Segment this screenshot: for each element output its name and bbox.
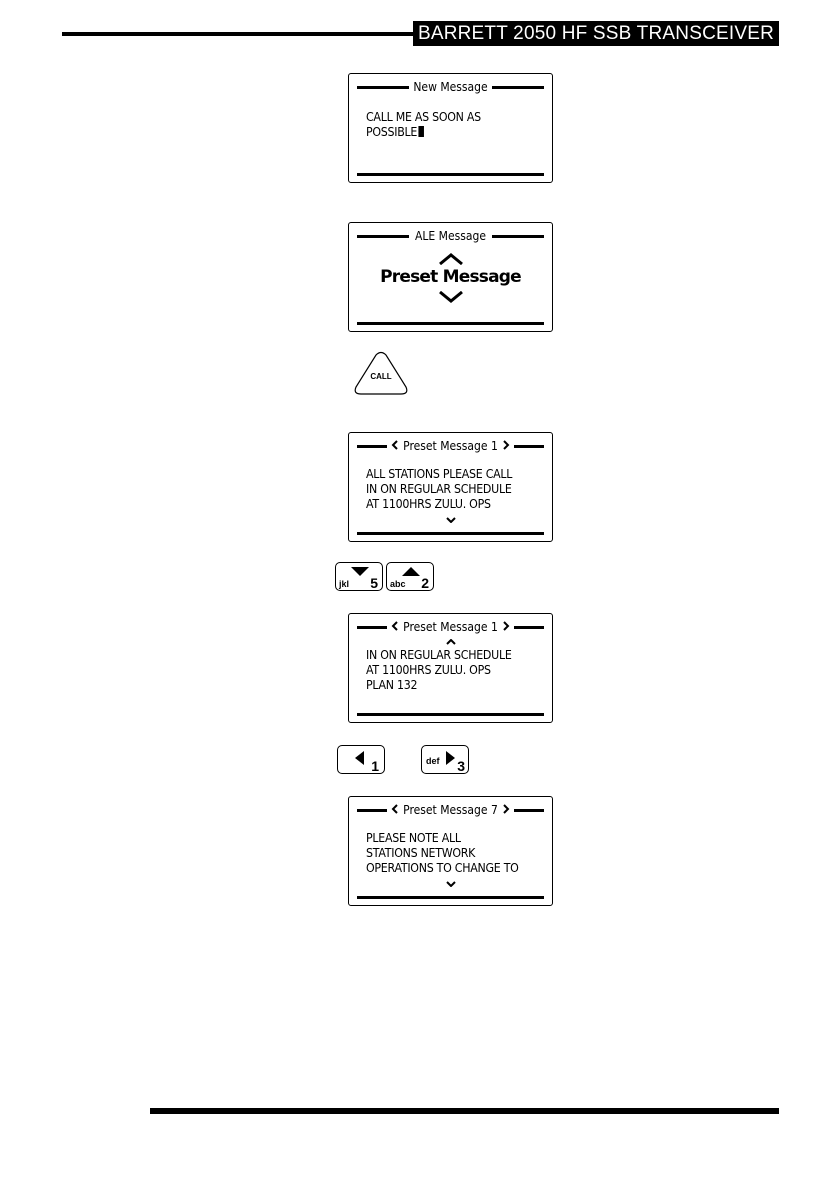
header-title: BARRETT 2050 HF SSB TRANSCEIVER xyxy=(413,21,779,46)
call-key[interactable] xyxy=(352,350,410,396)
message-line: PLAN 132 xyxy=(366,678,418,692)
key-letters: abc xyxy=(390,579,406,589)
message-body xyxy=(366,110,481,140)
lcd-preset-message-c xyxy=(348,796,553,906)
screen-bottom-rule xyxy=(357,173,544,176)
screen-bottom-rule xyxy=(357,322,544,325)
screen-bottom-rule xyxy=(357,713,544,716)
key-digit: 2 xyxy=(421,575,429,591)
message-body xyxy=(366,467,512,512)
message-line: IN ON REGULAR SCHEDULE xyxy=(366,482,512,496)
up-chevron-icon xyxy=(446,639,456,645)
left-triangle-icon xyxy=(355,751,364,765)
message-body xyxy=(366,648,512,693)
up-chevron-icon xyxy=(438,253,464,265)
message-line: ALL STATIONS PLEASE CALL xyxy=(366,467,513,481)
message-line: CALL ME AS SOON AS xyxy=(366,110,481,124)
header-rule xyxy=(62,32,417,36)
menu-option: Preset Message xyxy=(380,267,521,287)
call-key-label: CALL xyxy=(370,372,392,381)
lcd-preset-message-b xyxy=(348,613,553,723)
down-key-jkl-5[interactable] xyxy=(335,562,383,591)
lcd-new-message xyxy=(348,73,553,183)
key-letters: jkl xyxy=(339,579,350,589)
right-chevron-icon xyxy=(503,440,510,450)
message-line-with-cursor: POSSIBLE xyxy=(366,125,481,140)
right-key-def-3[interactable] xyxy=(421,745,469,774)
up-key-abc-2[interactable] xyxy=(386,562,434,591)
screen-bottom-rule xyxy=(357,532,544,535)
right-chevron-icon xyxy=(503,621,510,631)
screen-title: Preset Message 1 xyxy=(349,437,552,455)
left-chevron-icon xyxy=(391,804,398,814)
down-chevron-icon xyxy=(446,881,456,887)
message-line: STATIONS NETWORK xyxy=(366,846,476,860)
screen-bottom-rule xyxy=(357,896,544,899)
message-line: PLEASE NOTE ALL xyxy=(366,831,461,845)
key-digit: 1 xyxy=(371,758,379,774)
down-chevron-icon xyxy=(446,517,456,523)
screen-title: Preset Message 7 xyxy=(349,801,552,819)
left-key-1[interactable] xyxy=(337,745,385,774)
right-chevron-icon xyxy=(503,804,510,814)
key-letters: def xyxy=(426,756,440,766)
down-triangle-icon xyxy=(351,567,369,576)
text-cursor xyxy=(418,126,424,137)
screen-title: New Message xyxy=(413,80,488,94)
up-triangle-icon xyxy=(402,567,420,576)
lcd-preset-message-a xyxy=(348,432,553,542)
message-line: AT 1100HRS ZULU. OPS xyxy=(366,663,491,677)
screen-title: Preset Message 1 xyxy=(349,618,552,636)
right-triangle-icon xyxy=(446,751,455,765)
key-digit: 3 xyxy=(457,758,465,774)
message-line: AT 1100HRS ZULU. OPS xyxy=(366,497,491,511)
message-line: IN ON REGULAR SCHEDULE xyxy=(366,648,512,662)
key-digit: 5 xyxy=(370,575,378,591)
lcd-ale-message xyxy=(348,222,553,332)
footer-rule xyxy=(150,1108,779,1114)
message-line: OPERATIONS TO CHANGE TO xyxy=(366,861,519,875)
left-chevron-icon xyxy=(391,621,398,631)
left-chevron-icon xyxy=(391,440,398,450)
message-body xyxy=(366,831,519,876)
down-chevron-icon xyxy=(438,291,464,303)
screen-title: ALE Message xyxy=(415,229,486,243)
